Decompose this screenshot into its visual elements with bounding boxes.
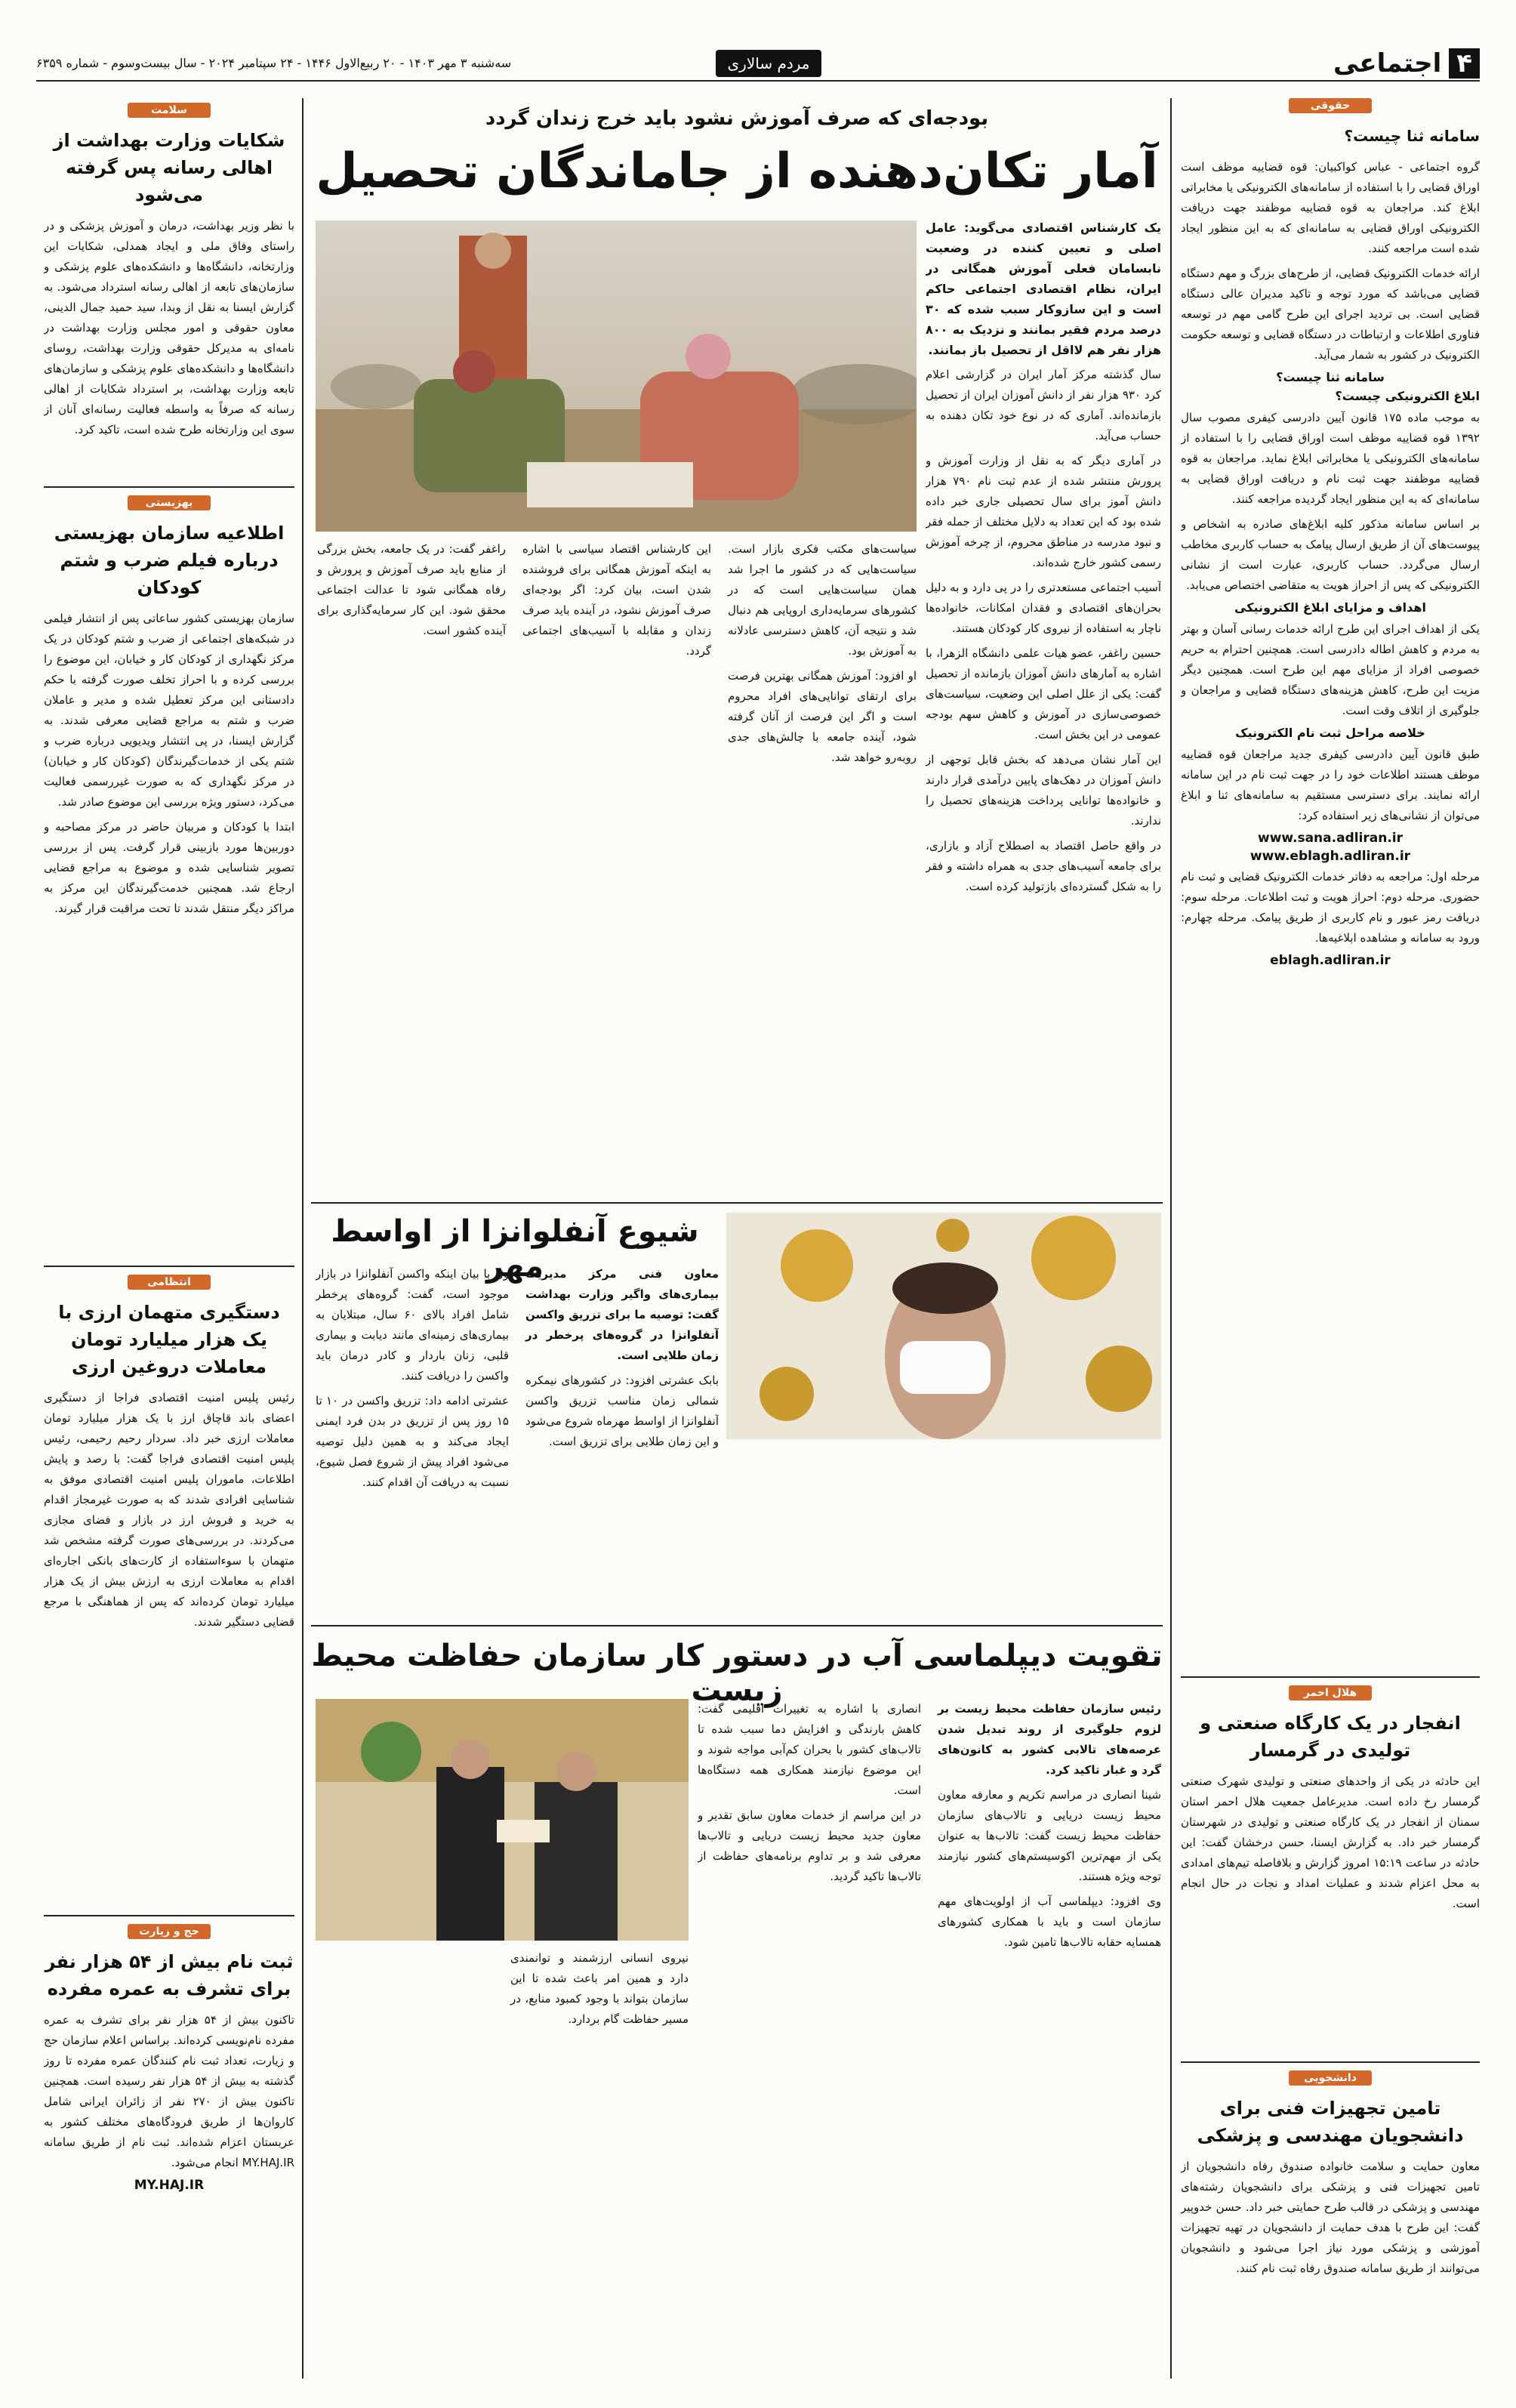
text-column bbox=[728, 539, 917, 772]
text-column bbox=[525, 1264, 719, 1457]
photo-image bbox=[726, 1213, 1161, 1439]
subheading: ابلاغ الکترونیکی چیست؟ bbox=[1335, 389, 1480, 403]
children-studying-photo bbox=[316, 220, 917, 532]
left-column bbox=[44, 103, 294, 2376]
article-title: انفجار در یک کارگاه صنعتی و تولیدی در گرمسار bbox=[1200, 1713, 1461, 1761]
page-header bbox=[36, 48, 1480, 82]
text-column bbox=[522, 539, 711, 666]
article-text: یکی از اهداف اجرای این طرح ارائه خدمات رسانی آسان و بهتر به مردم و کاهش اطاله دادرسی است. همچنین احترام به حریم خصوصی افراد از مزایای مهم این طرح است. همچنین دیگر مزیت این طرح، کاهش هزینه‌های دستگاه قضایی و مراجعان و جلوگیری از اتلاف وقت است. bbox=[1181, 622, 1480, 717]
dateline: سه‌شنبه ۳ مهر ۱۴۰۳ - ۲۰ ربیع‌الاول ۱۴۴۶ - ۲۴ سپتامبر ۲۰۲۴ - سال بیست‌وسوم - شماره ۶۳۵۹ bbox=[36, 56, 512, 70]
article-title: اطلاعیه سازمان بهزیستی درباره فیلم ضرب و شتم کودکان bbox=[54, 523, 285, 598]
article-text: ابتدا با کودکان و مربیان حاضر در مرکز مصاحبه و دوربین‌ها مورد بازبینی قرار گرفت. پس از بررسی تصویر شناسایی شده و موضوع به مراجع قضایی ارجاع شد. همچنین خدمت‌گیرندگان این مرکز به مراکز دیگر منتقل شدند تا تحت مراقبت قرار گیرند. bbox=[44, 820, 294, 915]
article-text: بر اساس سامانه مذکور کلیه ابلاغ‌های صادره به اشخاص و پیوست‌های آن از طریق ارسال پیامک به حساب کاربری مخاطب ارسال می‌گردد. حساب کاربری، عبارت است از نشانی الکترونیکی که پس از احراز هویت به متقاضی اختصاص می‌یابد. bbox=[1181, 517, 1480, 592]
column-divider bbox=[302, 98, 304, 2379]
newspaper-logo: مردم سالاری bbox=[716, 50, 821, 77]
article-text: عشرتی ادامه داد: تزریق واکسن در ۱۰ تا ۱۵ روز پس از تزریق در بدن فرد ایمنی ایجاد می‌کند و به همین دلیل توصیه می‌شود افراد پیش از شروع فصل شیوع، نسبت به دریافت آن اقدام کنند. bbox=[316, 1394, 509, 1489]
article-text: سیاست‌های مکتب فکری بازار است. سیاست‌هایی که در کشور ما اجرا شد همان سیاست‌هایی است که در کشورهای سرمایه‌داری اروپایی هم دنبال شد و نتیجه آن، کاهش دسترسی عادلانه به آموزش بود. bbox=[728, 542, 917, 658]
main-body-columns bbox=[316, 539, 917, 1198]
sneezing-person-photo bbox=[726, 1213, 1161, 1439]
red-crescent-box bbox=[1181, 1676, 1480, 1919]
column-divider bbox=[1170, 98, 1172, 2379]
article-text: رئیس پلیس امنیت اقتصادی فراجا از دستگیری اعضای باند قاچاق ارز با یک هزار میلیارد تومان معاملات ارزی خبر داد. سردار رحیم رحیمی، رئیس پلیس امنیت اقتصادی فراجا گفت: با رصد و پایش اطلاعات، ماموران پلیس امنیت اقتصادی موفق به شناسایی افرادی شدند که به صورت غیرمجاز اقدام به خرید و فروش ارز در بازار و فضای مجازی می‌کردند. در بررسی‌های صورت گرفته مشخص شد متهمان با سوءاستفاده از کارت‌های بانکی اجاره‌ای اقدام به معاملات ارزی به ارزش بیش از یک هزار میلیارد تومان کرده‌اند که پس از هماهنگی با مرجع قضایی دستگیر شدند. bbox=[44, 1391, 294, 1629]
article-text: وی با بیان اینکه واکسن آنفلوانزا در بازار موجود است، گفت: گروه‌های پرخطر شامل افراد بالای ۶۰ سال، مبتلایان به بیماری‌های زمینه‌ای مانند دیابت و بیماری قلبی، زنان باردار و کادر درمان باید واکسن را دریافت کنند. bbox=[316, 1267, 510, 1383]
article-text: معاون فنی مرکز مدیریت بیماری‌های واگیر وزارت بهداشت گفت: توصیه ما برای تزریق واکسن آنفلوانزا در گروه‌های پرخطر در زمان طلایی است. bbox=[525, 1267, 719, 1362]
article-text: رئیس سازمان حفاظت محیط زیست بر لزوم جلوگیری از روند تبدیل شدن عرصه‌های تالابی کشور به کانون‌های گرد و غبار تاکید کرد. bbox=[938, 1702, 1161, 1777]
photo-image bbox=[316, 1699, 689, 1941]
article-text: وی افزود: دیپلماسی آب از اولویت‌های مهم سازمان است و باید با همکاری کشورهای همسایه حقابه تالاب‌ها تامین شود. bbox=[938, 1895, 1161, 1949]
article-text: این کارشناس اقتصاد سیاسی با اشاره به اینکه آموزش همگانی برای فروشنده شدن است، بیان کرد: اگر بودجه‌ای صرف آموزش نشود، در آینده باید صرف زندان و مقابله با آسیب‌های اجتماعی گردد. bbox=[522, 542, 711, 658]
section-title bbox=[1333, 48, 1480, 79]
article-text: معاون حمایت و سلامت خانواده صندوق رفاه دانشجویان از تامین تجهیزات فنی و پزشکی برای دانشجویان رشته‌های مهندسی و پزشکی در قالب طرح حمایتی خبر داد. حسن خدوپیر گفت: این طرح با هدف حمایت از دانشجویان در تهیه تجهیزات آموزشی و پزشکی مورد نیاز اجرا می‌شود و دانشجویان می‌توانند از طریق سامانه صندوق رفاه ثبت نام کنند. bbox=[1181, 2160, 1480, 2275]
url-text: eblagh.adliran.ir bbox=[1270, 953, 1391, 968]
flu-body bbox=[316, 1264, 719, 1619]
article-text: در آماری دیگر که به نقل از وزارت آموزش و پرورش منتشر شده از عدم ثبت نام ۷۹۰ هزار دانش آموز برای سال تحصیلی جاری خبر داده شده بود که این تعداد به دلایل مختلف از جمله فقر و نبود مدرسه در مناطق محروم، از چرخه آموزش رسمی کشور خارج شده‌اند. bbox=[926, 454, 1161, 569]
section-divider bbox=[311, 1202, 1163, 1204]
article-text: این آمار نشان می‌دهد که بخش قابل توجهی از دانش آموزان در دهک‌های پایین درآمدی قرار دارند و خانواده‌ها توانایی پرداخت هزینه‌های تحصیل را ندارند. bbox=[926, 753, 1161, 828]
right-column bbox=[1181, 98, 1480, 2371]
section-tag: بهزیستی bbox=[128, 495, 211, 510]
text-column bbox=[938, 1699, 1161, 1957]
article-title: دستگیری متهمان ارزی با یک هزار میلیارد تومان معاملات دروغین ارزی bbox=[58, 1302, 280, 1377]
url-text: www.eblagh.adliran.ir bbox=[1249, 849, 1411, 864]
article-text: راغفر گفت: در یک جامعه، بخش بزرگی از منابع باید صرف آموزش و پرورش و رفاه همگانی شود تا عدالت اجتماعی محقق شود. این کار سرمایه‌گذاری برای آینده کشور است. bbox=[317, 542, 506, 637]
article-text: آسیب اجتماعی مستعدتری را در پی دارد و به دلیل بحران‌های اقتصادی و فقدان امکانات، خانواده‌ها ناچار به استفاده از نیروی کار کودکان هستند. bbox=[926, 581, 1161, 635]
welfare-box bbox=[44, 486, 294, 923]
article-text: انصاری با اشاره به تغییرات اقلیمی گفت: کاهش بارندگی و افزایش دما سبب شده تا تالاب‌های کشور با بحران کم‌آبی مواجه شوند و این موضوع نیازمند همکاری همه دستگاه‌ها است. bbox=[698, 1702, 921, 1797]
page-number: ۴ bbox=[1449, 48, 1480, 79]
url-text: www.sana.adliran.ir bbox=[1257, 831, 1404, 846]
article-text: سال گذشته مرکز آمار ایران در گزارشی اعلام کرد ۹۳۰ هزار نفر از دانش آموزان ایران از تحصیل بازمانده‌اند. آماری که در نوع خود تکان دهنده به حساب می‌آید. bbox=[926, 368, 1161, 442]
subheading: اهداف و مزایای ابلاغ الکترونیکی bbox=[1234, 600, 1426, 615]
article-text: طبق قانون آیین دادرسی کیفری جدید مراجعان قوه قضاییه موظف هستند اطلاعات خود را در جهت ثبت نام در این سامانه ارائه نمایند. برای دسترسی مستقیم به سامانه‌های ثنا و ابلاغ می‌توان از نشانی‌های زیر استفاده کرد: bbox=[1181, 748, 1480, 822]
lead-text: یک کارشناس اقتصادی می‌گوید: عامل اصلی و تعیین کننده در وضعیت نابسامان فعلی آموزش همگانی در ایران، نظام اقتصادی اجتماعی حاکم است و این سازوکار سبب شده که ۳۰ درصد مردم فقیر بمانند و نزدیک به ۸۰۰ هزار نفر هم لااقل از تحصیل باز بمانند. bbox=[926, 220, 1161, 357]
section-tag: سلامت bbox=[128, 103, 211, 118]
section-tag: هلال احمر bbox=[1289, 1685, 1372, 1700]
article-text: این حادثه در یکی از واحدهای صنعتی و تولیدی شهرک صنعتی گرمسار رخ داده است. مدیرعامل جمعیت هلال احمر استان سمنان از انفجار در یک کارگاه صنعتی و تولیدی در شهرستان گرمسار خبر داد. به گزارش ایسنا، حسن درخشان گفت: این حادثه در ساعت ۱۵:۱۹ امروز گزارش و بلافاصله تیم‌های امدادی به محل اعزام شدند و عملیات امداد و نجات در حال انجام است. bbox=[1181, 1774, 1480, 1910]
section-tag: حقوقی bbox=[1289, 98, 1372, 113]
flu-headline: شیوع آنفلوانزا از اواسط مهر bbox=[331, 1214, 699, 1284]
section-tag: انتظامی bbox=[128, 1275, 211, 1290]
article-text: در این مراسم از خدمات معاون سابق تقدیر و معاون جدید محیط زیست دریایی و تالاب‌ها معرفی شد و بر تداوم برنامه‌های حفاظت از تالاب‌ها تاکید گردید. bbox=[698, 1808, 921, 1883]
article-title: شکایات وزارت بهداشت از اهالی رسانه پس گرفته می‌شود bbox=[53, 130, 285, 205]
main-headline: آمار تکان‌دهنده از جاماندگان تحصیل bbox=[316, 143, 1158, 199]
article-text: در واقع حاصل اقتصاد به اصطلاح آزاد و بازاری، برای جامعه آسیب‌های جدی به همراه داشته و فقر را به شکل گسترده‌ای بازتولید کرده است. bbox=[926, 839, 1161, 893]
article-text: حسین راغفر، عضو هیات علمی دانشگاه الزهرا، با اشاره به آمارهای دانش آموزان بازمانده از تحصیل گفت: یکی از علل اصلی این وضعیت، سیاست‌های خصوصی‌سازی در آموزش و کاهش سهم بودجه عمومی در این بخش است. bbox=[926, 646, 1161, 742]
hajj-box bbox=[44, 1915, 294, 2196]
photo-image bbox=[316, 220, 917, 532]
article-text: او افزود: آموزش همگانی بهترین فرصت برای ارتقای توانایی‌های افراد محروم است و اگر این فرصت از آنان گرفته شود، آینده جامعه با چالش‌های جدی روبه‌رو خواهد شد. bbox=[728, 669, 917, 764]
article-title: تامین تجهیزات فنی برای دانشجویان مهندسی و پزشکی bbox=[1197, 2098, 1464, 2146]
text-column bbox=[510, 1948, 689, 2034]
article-text: نیروی انسانی ارزشمند و توانمندی دارد و همین امر باعث شده تا این سازمان بتواند با وجود کمبود منابع، در مسیر حفاظت گام بردارد. bbox=[510, 1951, 689, 2026]
article-text: مرحله اول: مراجعه به دفاتر خدمات الکترونیک قضایی و ثبت نام حضوری. مرحله دوم: احراز هویت و ثبت اطلاعات. مرحله سوم: دریافت رمز عبور و نام کاربری از طریق پیامک. مرحله چهارم: ورود به سامانه و مشاهده ابلاغیه‌ها. bbox=[1181, 870, 1480, 945]
subheading: سامانه ثنا چیست؟ bbox=[1276, 370, 1385, 384]
section-tag: حج و زیارت bbox=[128, 1924, 211, 1939]
subheading: خلاصه مراحل ثبت نام الکترونیک bbox=[1235, 726, 1425, 740]
text-column bbox=[316, 1264, 509, 1497]
text-column bbox=[317, 539, 506, 646]
student-box bbox=[1181, 2061, 1480, 2283]
section-label: اجتماعی bbox=[1333, 48, 1442, 79]
section-divider bbox=[311, 1625, 1163, 1626]
article-text: با نظر وزیر بهداشت، درمان و آموزش پزشکی و در راستای وفاق ملی و ایجاد همدلی، شکایات این وزارتخانه، دانشگاه‌ها و دانشکده‌های علوم پزشکی و سازمان‌های تابعه از اهالی رسانه استرداد می‌شود. به گزارش ایسنا به نقل از وبدا، سید حمید جمال الدینی، معاون حقوقی و امور مجلس وزارت بهداشت در نامه‌ای به مدیرکل حقوقی وزارت بهداشت، روسای دانشگاه‌ها و دانشکده‌های علوم پزشکی و سازمان‌های تابعه وزارت بهداشت، بر استرداد شکایات از اهالی رسانه که صرفاً به واسطه فعالیت رسانه‌ای آنان از سوی این وزارتخانه طرح شده است، تاکید کرد. bbox=[44, 219, 294, 436]
article-title: سامانه ثنا چیست؟ bbox=[1344, 127, 1480, 145]
article-text: بابک عشرتی افزود: در کشورهای نیمکره شمالی زمان مناسب تزریق واکسن آنفلوانزا از اواسط مهرماه شروع می‌شود و این زمان طلایی برای تزریق است. bbox=[525, 1374, 719, 1448]
text-column bbox=[698, 1699, 921, 1892]
url-text: MY.HAJ.IR bbox=[134, 2178, 205, 2193]
env-body-right bbox=[698, 1699, 1161, 2379]
article-text: گروه اجتماعی - عباس کواکبیان: قوه قضاییه موظف است اوراق قضایی را با استفاده از سامانه‌های الکترونیکی یا مخابراتی ابلاغ کند. مراجعان به قوه قضاییه موظفند جهت دریافت الکترونیکی اوراق قضایی به سامانه‌ای که به این منظور ایجاد شده است مراجعه کنند. bbox=[1181, 160, 1480, 255]
article-text: به موجب ماده ۱۷۵ قانون آیین دادرسی کیفری مصوب سال ۱۳۹۲ قوه قضاییه موظف است اوراق قضایی را با استفاده از سامانه‌های الکترونیکی یا مخابراتی ابلاغ نماید. مراجعان به قوه قضاییه موظفند جهت ثبت نام و دریافت اوراق قضایی به سامانه‌ای که به این منظور ایجاد گردیده مراجعه کنند. bbox=[1181, 411, 1480, 506]
env-headline: تقویت دیپلماسی آب در دستور کار سازمان حفاظت محیط زیست bbox=[311, 1639, 1163, 1708]
article-text: شینا انصاری در مراسم تکریم و معارفه معاون محیط زیست دریایی و تالاب‌های سازمان حفاظت محیط زیست گفت: تالاب‌ها به عنوان یکی از مهم‌ترین اکوسیستم‌های کشور نیازمند توجه ویژه هستند. bbox=[938, 1788, 1161, 1883]
meeting-photo bbox=[316, 1699, 689, 1941]
main-lead-column bbox=[926, 217, 1161, 1196]
article-kicker: بودجه‌ای که صرف آموزش نشود باید خرج زندان گردد bbox=[485, 107, 989, 130]
police-box bbox=[44, 1266, 294, 1637]
article-title: ثبت نام بیش از ۵۴ هزار نفر برای تشرف به عمره مفرده bbox=[45, 1951, 294, 1999]
article-text: سازمان بهزیستی کشور ساعاتی پس از انتشار فیلمی در شبکه‌های اجتماعی از ضرب و شتم کودکان در یک مرکز نگهداری از کودکان کار و خیابان، این موضوع را بررسی کرده و با احراز تخلف صورت گرفته با حکم دادستانی این مرکز تعطیل شده و مدیر و عاملان ضرب و شتم به مراجع قضایی معرفی شدند. به گزارش ایسنا، در پی انتشار ویدیویی درباره ضرب و شتم یکی از خدمات‌گیرندگان (کودکان کار و خیابان) در مرکز نگهداری که به صورت غیررسمی فعالیت می‌کرد، دستور ویژه بررسی این موضوع صادر شد. bbox=[44, 612, 294, 809]
article-text: ارائه خدمات الکترونیک قضایی، از طرح‌های بزرگ و مهم دستگاه قضایی می‌باشد که مورد توجه و تاکید مدیران عالی دستگاه قضایی است. بی تردید اجرای این طرح گامی مهم در توسعه فناوری اطلاعات و ارتباطات در دستگاه قضایی و توسعه حکومت الکترونیک در کشور به شمار می‌آید. bbox=[1181, 267, 1480, 362]
env-body bbox=[316, 1948, 689, 2379]
article-text: تاکنون بیش از ۵۴ هزار نفر برای تشرف به عمره مفرده نام‌نویسی کرده‌اند. براساس اعلام سازمان حج و زیارت، تعداد ثبت نام کنندگان عمره مفرده تا روز گذشته به بیش از ۵۴ هزار نفر رسیده است. همچنین تاکنون بیش از ۲۷۰ نفر از زائران ایرانی شامل کاروان‌ها از طریق فرودگاه‌های مختلف کشور به عربستان اعزام شده‌اند. ثبت نام از طریق سامانه MY.HAJ.IR انجام می‌شود. bbox=[44, 2013, 294, 2169]
section-tag: دانشجویی bbox=[1289, 2070, 1372, 2086]
